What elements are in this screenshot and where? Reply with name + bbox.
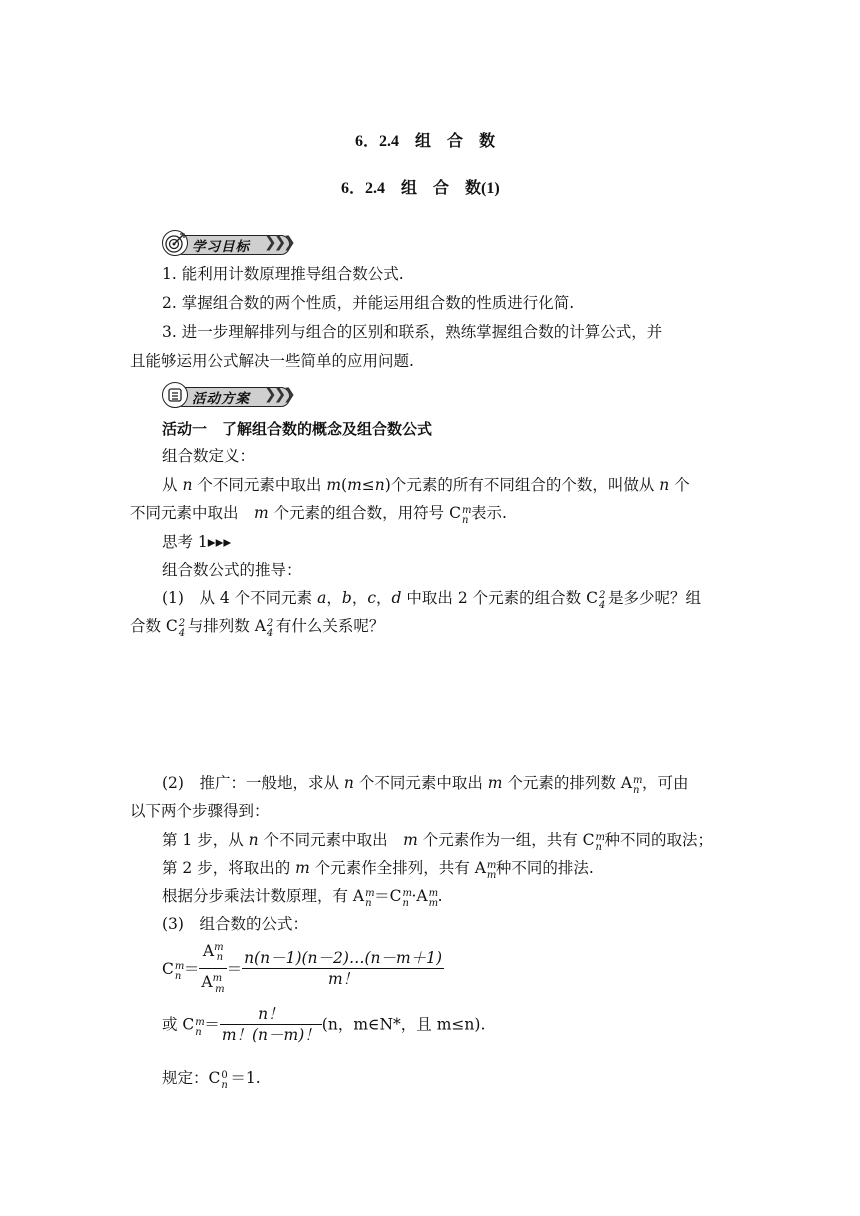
text: (2) 推广：一般地，求从 <box>162 774 339 792</box>
page-title: 6．2.4 组 合 数 <box>355 133 496 150</box>
text: (1) 从 4 个不同元素 <box>162 589 313 607</box>
combination-formula: C m n ＝ $\frac{A^m_n}{A^m_m}$ ＝ $\frac{n(n-1)(n-2)\dots(n-m+1)}{m!}$ <box>162 938 444 1000</box>
text: 个不同元素中取出 <box>197 476 322 494</box>
text: 个元素作为一组，共有 C <box>422 831 595 849</box>
fraction: $\frac{A^m_n}{A^m_m}$ <box>199 938 226 1000</box>
section-title: 6．2.4 组 合 数(1) <box>341 180 500 197</box>
formula-numerator: n(n－1)(n－2)…(n－m＋1) <box>244 949 443 968</box>
goal-item: 2. 掌握组合数的两个性质，并能运用组合数的性质进行化简. <box>162 294 575 312</box>
formula-denominator: m！(n－m)！ <box>221 1026 320 1044</box>
text: ，可由 <box>642 774 689 792</box>
text: 个不同元素中取出 <box>263 831 388 849</box>
fraction <box>242 948 444 989</box>
text: 第 1 步，从 <box>162 831 244 849</box>
text: 种不同的排法. <box>495 859 594 877</box>
activity-heading: 活动一 了解组合数的概念及组合数公式 <box>162 420 433 438</box>
text: 个元素的组合数，用符号 C <box>273 504 461 522</box>
text: 不同元素中取出 <box>130 504 239 522</box>
banner-label: 学习目标 <box>192 239 250 255</box>
chevron-icon: ❯❯❯ <box>264 385 293 403</box>
convention: 规定：C 0 n ＝1. <box>162 1069 261 1091</box>
formula-denominator: m！ <box>327 970 359 989</box>
text: 个 <box>674 476 690 494</box>
question-1-cont: 合数 C 2 4 与排列数 A 2 4 有什么关系呢？ <box>130 617 385 639</box>
learning-goals-banner <box>162 232 322 256</box>
goal-item: 且能够运用公式解决一些简单的应用问题. <box>130 352 414 370</box>
goal-item: 1. 能利用计数原理推导组合数公式. <box>162 265 404 283</box>
step-1: 第 1 步，从 n 个不同元素中取出 m 个元素作为一组，共有 C m n 种不同的取法； <box>162 831 714 853</box>
text: 从 <box>162 476 178 494</box>
text: 个元素的所有不同组合的个数，叫做从 <box>390 476 655 494</box>
text: 种不同的取法； <box>604 831 714 849</box>
text: 与排列数 A <box>187 617 266 635</box>
combination-formula-alt: 或 C m n ＝ $\frac{n!}{m!(n-m)!}$ (n，m∈N*，且 m≤n). <box>162 1005 486 1044</box>
text: 有什么关系呢？ <box>275 617 385 635</box>
text: 或 C <box>162 1015 195 1034</box>
text: 规定：C <box>162 1069 221 1087</box>
text: ·A <box>411 887 428 905</box>
text: 根据分步乘法计数原理，有 A <box>162 887 365 905</box>
text: 是多少呢？组 <box>607 589 701 607</box>
question-1: (1) 从 4 个不同元素 a，b，c，d 中取出 2 个元素的组合数 C 2 4 是多少呢？组 <box>162 589 701 611</box>
text: 中取出 2 个元素的组合数 C <box>406 589 598 607</box>
banner-label: 活动方案 <box>192 391 250 407</box>
text: 个元素的排列数 A <box>507 774 633 792</box>
multiplication-rule: 根据分步乘法计数原理，有 A m n ＝C m n ·A m m . <box>162 887 443 909</box>
text: 第 2 步，将取出的 <box>162 859 291 877</box>
fraction <box>220 1004 322 1045</box>
text: 表示. <box>470 504 507 522</box>
question-3: (3) 组合数的公式： <box>162 915 308 933</box>
formula-condition: (n，m∈N*，且 m≤n). <box>321 1015 486 1034</box>
step-2: 第 2 步，将取出的 m 个元素作全排列，共有 A m m 种不同的排法. <box>162 859 594 881</box>
question-2: (2) 推广：一般地，求从 n 个不同元素中取出 m 个元素的排列数 A m n ，可由 <box>162 774 689 796</box>
definition-label: 组合数定义： <box>162 447 256 465</box>
definition-line: 不同元素中取出 m 个元素的组合数，用符号 C m n 表示. <box>130 504 507 526</box>
list-icon <box>162 382 188 408</box>
text: 个元素作全排列，共有 A <box>314 859 486 877</box>
goal-item: 3. 进一步理解排列与组合的区别和联系，熟练掌握组合数的计算公式，并 <box>162 323 663 341</box>
definition-line: 从 n 个不同元素中取出 m(m≤n)个元素的所有不同组合的个数，叫做从 n 个 <box>162 476 690 494</box>
text: ＝1. <box>230 1069 261 1087</box>
formula-numerator: n！ <box>220 1004 322 1025</box>
question-2-cont: 以下两个步骤得到： <box>130 802 270 820</box>
activity-plan-banner <box>162 384 322 408</box>
text: 合数 C <box>130 617 178 635</box>
chevron-icon: ❯❯❯ <box>264 233 293 251</box>
target-icon <box>162 230 188 256</box>
derive-label: 组合数公式的推导： <box>162 561 302 579</box>
text: 个不同元素中取出 <box>358 774 483 792</box>
think-label: 思考 1▸▸▸ <box>162 533 232 551</box>
text: ＝C <box>374 887 402 905</box>
